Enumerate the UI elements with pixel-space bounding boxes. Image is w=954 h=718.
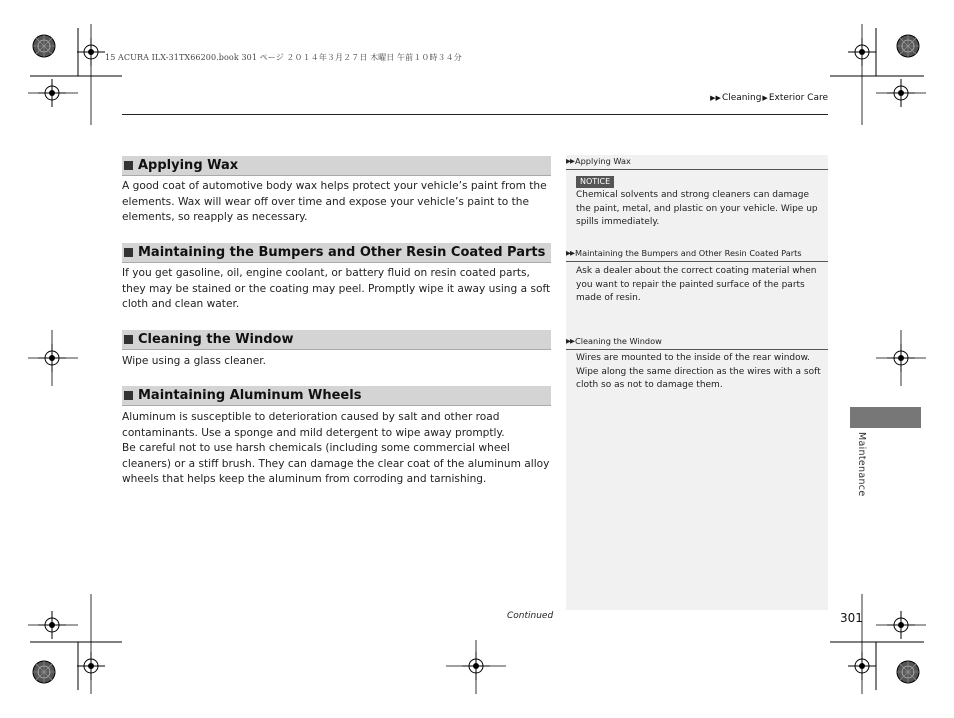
print-header: 15 ACURA ILX-31TX66200.book 301 ページ ２０１４年３月２７日 木曜日 午前１０時３４分 — [105, 53, 462, 62]
side-note-ref-label: Cleaning the Window — [575, 336, 662, 346]
side-note-rule — [566, 349, 828, 350]
side-note-text: Chemical solvents and strong cleaners can damage the paint, metal, and plastic on your vehicle. Wipe up spills immediately. — [576, 190, 818, 227]
double-chevron-icon: ▶▶ — [566, 249, 574, 257]
section-title: Maintaining Aluminum Wheels — [138, 388, 362, 403]
section-title: Applying Wax — [138, 158, 239, 173]
section-heading-window — [122, 330, 551, 350]
double-chevron-icon: ▶▶ — [566, 157, 574, 165]
square-bullet-icon — [124, 248, 133, 257]
section-heading-bumpers — [122, 243, 551, 263]
double-chevron-icon: ▶▶ — [566, 337, 574, 345]
paragraph: A good coat of automotive body wax helps protect your vehicle’s paint from the elements. Wax will wear off over time and expose your vehicle’s paint to the elements, so reapply as necessary. — [122, 180, 547, 223]
notice-badge: NOTICE — [576, 176, 614, 188]
section-heading-aluminum-wheels — [122, 386, 551, 406]
breadcrumb-item-exterior-care[interactable]: Exterior Care — [768, 93, 828, 103]
side-note-ref-window[interactable] — [566, 336, 662, 346]
paragraph: Be careful not to use harsh chemicals (including some commercial wheel cleaners) or a stiff brush. They can damage the clear coat of the aluminum alloy wheels that helps keep the aluminum from corroding and tarnishing. — [122, 442, 550, 485]
section-body-aluminum-wheels — [122, 410, 552, 488]
section-body-window — [122, 354, 552, 370]
triangle-right-icon: ▶ — [762, 94, 768, 102]
paragraph: If you get gasoline, oil, engine coolant, or battery fluid on resin coated parts, they may be stained or the coating may peel. Promptly wipe it away using a soft cloth and clean water. — [122, 267, 551, 310]
side-note-rule — [566, 261, 828, 262]
side-note-ref-label: Applying Wax — [575, 156, 631, 166]
side-note-ref-applying-wax[interactable] — [566, 156, 631, 166]
side-note-ref-label: Maintaining the Bumpers and Other Resin Coated Parts — [575, 248, 802, 258]
continued-label: Continued — [507, 611, 554, 621]
side-note-text: Ask a dealer about the correct coating material when you want to repair the painted surface of the parts made of resin. — [576, 266, 817, 303]
breadcrumb — [709, 93, 828, 103]
section-title: Maintaining the Bumpers and Other Resin Coated Parts — [138, 245, 546, 260]
side-note-ref-bumpers[interactable] — [566, 248, 802, 258]
section-title: Cleaning the Window — [138, 332, 294, 347]
breadcrumb-item-cleaning[interactable]: Cleaning — [721, 93, 762, 103]
side-note-text: Wires are mounted to the inside of the rear window. Wipe along the same direction as the wires with a soft cloth so as not to damage them. — [576, 353, 821, 390]
section-body-bumpers — [122, 266, 552, 313]
paragraph: Wipe using a glass cleaner. — [122, 355, 266, 367]
paragraph: Aluminum is susceptible to deterioration caused by salt and other road contaminants. Use a sponge and mild detergent to wipe away promptly. — [122, 411, 505, 439]
square-bullet-icon — [124, 391, 133, 400]
chapter-tab-marker — [850, 407, 921, 428]
chapter-tab-label: Maintenance — [856, 432, 867, 497]
header-rule — [122, 114, 828, 115]
section-body-applying-wax — [122, 179, 552, 226]
side-note-rule — [566, 169, 828, 170]
square-bullet-icon — [124, 335, 133, 344]
section-heading-applying-wax — [122, 156, 551, 176]
page-number: 301 — [840, 611, 863, 625]
square-bullet-icon — [124, 161, 133, 170]
triangle-right-icon: ▶▶ — [710, 94, 721, 102]
